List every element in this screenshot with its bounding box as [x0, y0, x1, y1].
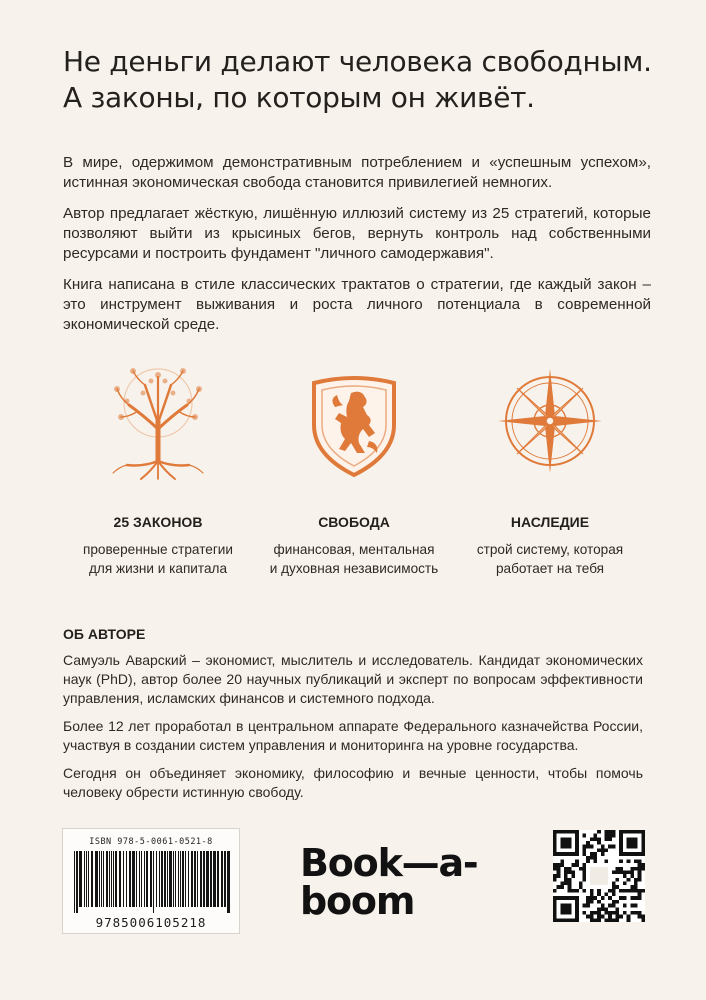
headline: [63, 44, 683, 116]
publisher-logo: [300, 841, 490, 923]
feature-laws: [63, 363, 253, 576]
feature-description: [63, 540, 253, 578]
about-paragraph: Самуэль Аварский – экономист, мыслитель и исследователь. Кандидат экономических наук (PhD), автор более 20 научных публикаций и эксперт по вопросам эффективности управления, исламских финансов и системного подхода.: [63, 652, 643, 706]
feature-title: СВОБОДА: [318, 514, 390, 530]
feature-description-line: проверенные стратегии: [83, 542, 233, 557]
intro-paragraph: Автор предлагает жёсткую, лишённую иллюзий систему из 25 стратегий, которые позволяют выйти из крысиных бегов, вернуть контроль над собственными ресурсами и построить фундамент "личного самодержавия".: [63, 205, 651, 262]
feature-description-line: финансовая, ментальная: [273, 542, 435, 557]
feature-description: [455, 540, 645, 578]
publisher-logo-line: Book—a-: [300, 841, 478, 885]
intro-paragraph: В мире, одержимом демонстративным потреблением и «успешным успехом», истинная экономическая свобода становится привилегией немногих.: [63, 154, 651, 191]
about-paragraph: Сегодня он объединяет экономику, философию и вечные ценности, чтобы помочь человеку обрести истинную свободу.: [63, 765, 643, 800]
barcode-number: 9785006105218: [95, 915, 207, 930]
barcode-bars: [72, 851, 232, 913]
headline-line-1: Не деньги делают человека свободным.: [63, 45, 652, 78]
qr-code[interactable]: [553, 830, 645, 922]
feature-description-line: и духовная независимость: [269, 561, 439, 576]
feature-description: [259, 540, 449, 578]
feature-title: 25 ЗАКОНОВ: [113, 514, 203, 530]
about-author-heading: ОБ АВТОРЕ: [63, 626, 146, 642]
isbn-text: ISBN 978-5-0061-0521-8: [89, 837, 213, 847]
about-paragraph: Более 12 лет проработал в центральном аппарате Федерального казначейства России, участвуя в создании систем управления и мониторинга на уровне государства.: [63, 718, 643, 753]
feature-description-line: для жизни и капитала: [88, 561, 228, 576]
feature-description-line: строй систему, которая: [476, 542, 624, 557]
features-row: [63, 363, 663, 583]
feature-freedom: [259, 363, 449, 576]
feature-description-line: работает на тебя: [495, 561, 605, 576]
intro-text: [63, 153, 651, 346]
about-author-text: [63, 651, 643, 811]
tree-of-life-icon: [103, 363, 213, 483]
headline-line-2: А законы, по которым он живёт.: [63, 81, 535, 114]
intro-paragraph: Книга написана в стиле классических трактатов о стратегии, где каждый закон – это инструмент выживания и роста личного потенциала в современной экономической среде.: [63, 276, 651, 333]
lion-shield-icon: [299, 363, 409, 483]
publisher-logo-line: boom: [300, 879, 415, 923]
isbn-barcode: [62, 828, 240, 934]
feature-title: НАСЛЕДИЕ: [510, 514, 590, 530]
feature-legacy: [455, 363, 645, 576]
compass-rose-icon: [495, 363, 605, 483]
